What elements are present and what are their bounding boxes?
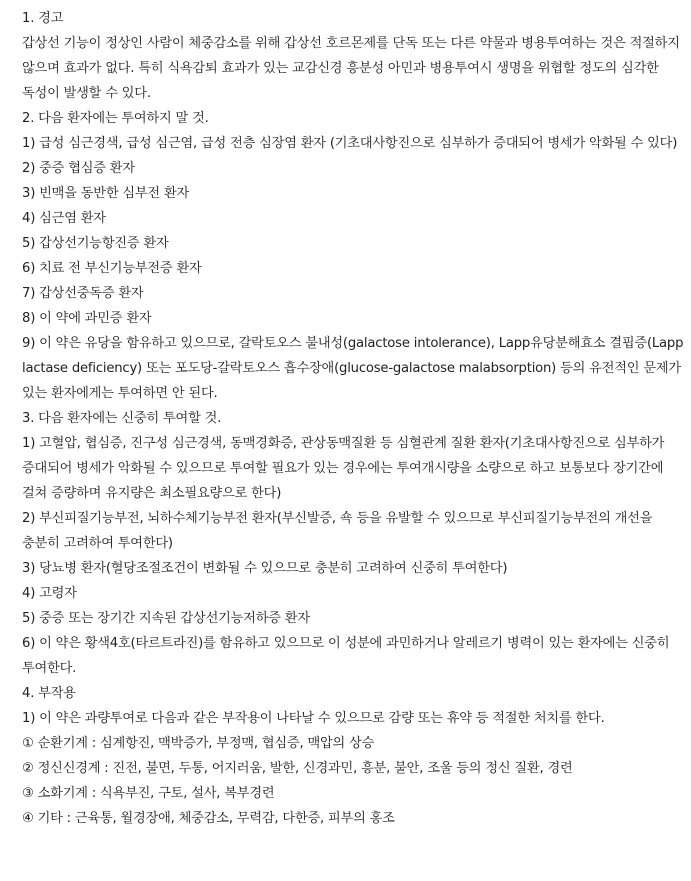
list-item: 7) 갑상선중독증 환자 bbox=[22, 286, 144, 301]
section-heading-contraindications: 2. 다음 환자에는 투여하지 말 것. bbox=[22, 111, 209, 126]
list-item: 6) 치료 전 부신기능부전증 환자 bbox=[22, 261, 202, 276]
list-item: ① 순환기계 : 심계항진, 맥박증가, 부정맥, 협심증, 맥압의 상승 bbox=[22, 736, 375, 751]
list-item: 1) 급성 심근경색, 급성 심근염, 급성 전층 심장염 환자 (기초대사항진으로 심부하가 증대되어 병세가 악화될 수 있다) bbox=[22, 136, 678, 151]
paragraph: 갑상선 기능이 정상인 사람이 체중감소를 위해 갑상선 호르몬제를 단독 또는 다른 약물과 병용투여하는 것은 적절하지 않으며 효과가 없다. 특히 식욕감퇴 효과가 있는 교감신경 흥분성 아민과 병용투여시 생명을 위협할 정도의 심각한 독성이 발생할 수 있다. bbox=[22, 36, 680, 101]
list-item: 1) 이 약은 과량투여로 다음과 같은 부작용이 나타날 수 있으므로 감량 또는 휴약 등 적절한 처치를 한다. bbox=[22, 711, 605, 726]
list-item: 4) 고령자 bbox=[22, 586, 77, 601]
list-item: 3) 빈맥을 동반한 심부전 환자 bbox=[22, 186, 190, 201]
list-item: 1) 고혈압, 협심증, 진구성 심근경색, 동맥경화증, 관상동맥질환 등 심혈관계 질환 환자(기초대사항진으로 심부하가 증대되어 병세가 악화될 수 있으므로 투여할 필요가 있는 경우에는 투여개시량을 소량으로 하고 보통보다 장기간에 걸쳐 증량하며 유지량은 최소필요량으로 한다) bbox=[22, 436, 665, 501]
list-item: 3) 당뇨병 환자(혈당조절조건이 변화될 수 있으므로 충분히 고려하여 신중히 투여한다) bbox=[22, 561, 508, 576]
list-item: 2) 부신피질기능부전, 뇌하수체기능부전 환자(부신발증, 쇽 등을 유발할 수 있으므로 부신피질기능부전의 개선을 충분히 고려하여 투여한다) bbox=[22, 511, 653, 551]
list-item: 5) 중증 또는 장기간 지속된 갑상선기능저하증 환자 bbox=[22, 611, 310, 626]
list-item: 9) 이 약은 유당을 함유하고 있으므로, 갈락토오스 불내성(galactose intolerance), Lapp유당분해효소 결핍증(Lapp lactase deficiency) 또는 포도당-갈락토오스 흡수장애(glucose-galactose malabsorption) 등의 유전적인 문제가 있는 환자에게는 투여하면 안 된다. bbox=[22, 336, 684, 401]
list-item: 8) 이 약에 과민증 환자 bbox=[22, 311, 152, 326]
list-item: 4) 심근염 환자 bbox=[22, 211, 106, 226]
section-heading-adverse-effects: 4. 부작용 bbox=[22, 686, 76, 701]
list-item: 6) 이 약은 황색4호(타르트라진)를 함유하고 있으므로 이 성분에 과민하거나 알레르기 병력이 있는 환자에는 신중히 투여한다. bbox=[22, 636, 670, 676]
list-item: ③ 소화기계 : 식욕부진, 구토, 설사, 복부경련 bbox=[22, 786, 275, 801]
section-heading-warning: 1. 경고 bbox=[22, 11, 64, 26]
list-item: 5) 갑상선기능항진증 환자 bbox=[22, 236, 169, 251]
list-item: ④ 기타 : 근육통, 월경장애, 체중감소, 무력감, 다한증, 피부의 홍조 bbox=[22, 811, 395, 826]
list-item: ② 정신신경계 : 진전, 불면, 두통, 어지러움, 발한, 신경과민, 흥분, 불안, 조울 등의 정신 질환, 경련 bbox=[22, 761, 573, 776]
list-item: 2) 중증 협심증 환자 bbox=[22, 161, 135, 176]
section-heading-precautions: 3. 다음 환자에는 신중히 투여할 것. bbox=[22, 411, 222, 426]
